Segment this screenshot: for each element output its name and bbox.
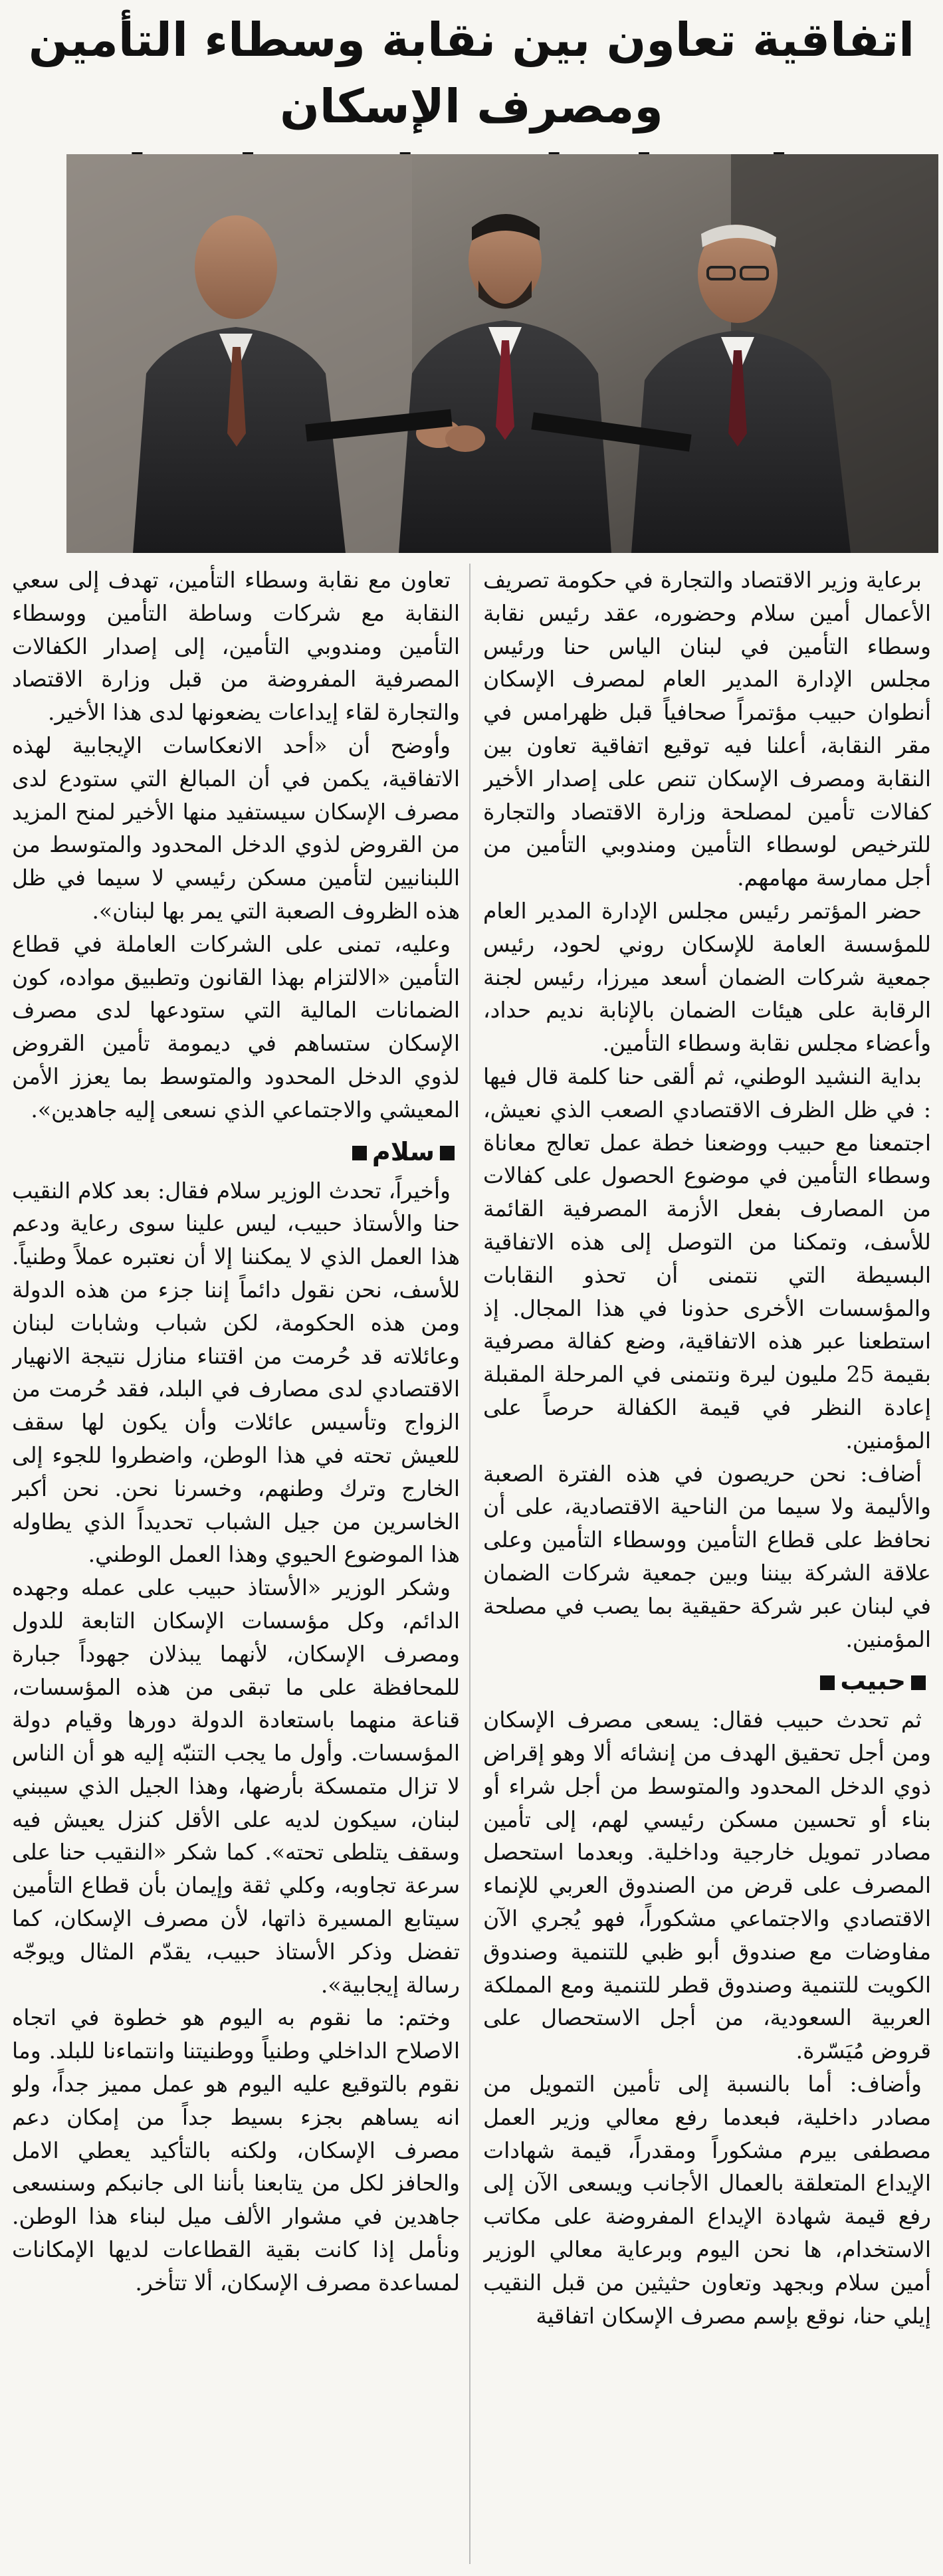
article-body — [12, 564, 931, 2564]
left-column — [12, 564, 460, 2564]
headline-line-1: اتفاقية تعاون بين نقابة وسطاء التأمين ومصرف الإسكان — [28, 13, 915, 134]
paragraph: وعليه، تمنى على الشركات العاملة في قطاع التأمين «الالتزام بهذا القانون وتطبيق مواده، كون الضمانات المالية التي ستودعها لدى مصرف الإسكان ستساهم في ديمومة تأمين القروض لذوي الدخل المحدود والمتوسط بما يعزز الأمن المعيشي والاجتماعي الذي نسعى إليه جاهدين». — [12, 930, 460, 1123]
square-bullet-icon — [820, 1675, 835, 1690]
paragraph: أضاف: نحن حريصون في هذه الفترة الصعبة والأليمة ولا سيما من الناحية الاقتصادية، على أن نحافظ على قطاع التأمين ووسطاء التأمين وعلى علاقة الشركة بيننا وبين جمعية شركات الضمان في لبنان عبر شركة حقيقية بما يصب في مصلحة المؤمنين. — [483, 1460, 931, 1652]
paragraph: وأضاف: أما بالنسبة إلى تأمين التمويل من مصادر داخلية، فبعدما رفع معالي وزير العمل مصطفى بيرم مشكوراً ومقدراً، قيمة شهادات الإيداع المتعلقة بالعمال الأجانب ويسعى الآن إلى رفع قيمة شهادة الإيداع المفروضة على مكاتب الاستخدام، ها نحن اليوم وبرعاية معالي الوزير أمين سلام وبجهد وتعاون حثيثين من قبل النقيب إيلي حنا، نوقع بإسم مصرف الإسكان اتفاقية — [483, 2071, 931, 2329]
subheading-salam — [12, 1130, 460, 1173]
paragraph: وختم: ما نقوم به اليوم هو خطوة في اتجاه الاصلاح الداخلي وطنياً ووطنيتنا وانتماءنا للبلد. وما نقوم بالتوقيع عليه اليوم هو عمل مميز جداً، ولو انه يساهم بجزء بسيط جداً من إمكان دعم مصرف الإسكان، ولكنه بالتأكيد يعطي الامل والحافز لكل من يتابعنا بأننا الى جانبكم وسنسعى جاهدين في مشوار الألف ميل لبناء هذا الوطن. ونأمل إذا كانت بقية القطاعات لديها الإمكانات لمساعدة مصرف الإسكان، ألا تتأخر. — [12, 2004, 460, 2296]
subheading-text: حبيب — [840, 1666, 906, 1696]
right-column — [483, 564, 931, 2564]
paragraph: برعاية وزير الاقتصاد والتجارة في حكومة تصريف الأعمال أمين سلام وحضوره، عقد رئيس نقابة وسطاء التأمين في لبنان الياس حنا ورئيس مجلس الإدارة المدير العام لمصرف الإسكان أنطوان حبيب مؤتمراً صحافياً قبل ظهرامس في مقر النقابة، أعلنا فيه توقيع اتفاقية تعاون بين النقابة ومصرف الإسكان تنص على إصدار الأخير كفالات تأمين لمصلحة وزارة الاقتصاد والتجارة للترخيص لوسطاء التأمين ومندوبي التأمين من أجل ممارسة مهامهم. — [483, 567, 931, 891]
paragraph: بداية النشيد الوطني، ثم ألقى حنا كلمة قال فيها : في ظل الظرف الاقتصادي الصعب الذي نعيش، اجتمعنا مع حبيب ووضعنا خطة عمل تعالج معاناة وسطاء التأمين في موضوع الحصول على كفالات من المصارف بفعل الأزمة المصرفية القائمة للأسف، وتمكنا من التوصل إلى هذه الاتفاقية البسيطة التي نتمنى أن تحذو النقابات والمؤسسات الأخرى حذونا في هذا المجال. إذ استطعنا عبر هذه الاتفاقية، وضع كفالة مصرفية بقيمة 25 مليون ليرة ونتمنى في المرحلة المقبلة إعادة النظر في قيمة الكفالة حرصاً على المؤمنين. — [483, 1063, 931, 1453]
paragraph: وأوضح أن «أحد الانعكاسات الإيجابية لهذه الاتفاقية، يكمن في أن المبالغ التي ستودع لدى مصرف الإسكان سيستفيد منها الأخير لمنح المزيد من القروض لذوي الدخل المحدود والمتوسط من اللبنانيين لتأمين مسكن رئيسي لا سيما في ظل هذه الظروف الصعبة التي يمر بها لبنان». — [12, 732, 460, 924]
column-divider — [469, 564, 471, 2564]
paragraph: ثم تحدث حبيب فقال: يسعى مصرف الإسكان ومن أجل تحقيق الهدف من إنشائه ألا وهو إقراض ذوي الدخل المحدود والمتوسط من أجل شراء أو بناء أو تحسين مسكن رئيسي لهم، إلى تأمين مصادر تمويل خارجية وداخلية. وبعدما استحصل المصرف على قرض من الصندوق العربي للإنماء الاقتصادي والاجتماعي مشكوراً، فهو يُجري الآن مفاوضات مع صندوق أبو ظبي للتنمية وصندوق الكويت للتنمية وصندوق قطر للتنمية ومع المملكة العربية السعودية، من أجل الاستحصال على قروض مُيَسّرة. — [483, 1707, 931, 2064]
paragraph: وأخيراً، تحدث الوزير سلام فقال: بعد كلام النقيب حنا والأستاذ حبيب، ليس علينا سوى رعاية ودعم هذا العمل الذي لا يمكننا إلا أن نعتبره عملاً وطنياً. للأسف، نحن نقول دائماً إننا جزء من هذه الدولة ومن هذه الحكومة، لكن شباب وشابات لبنان وعائلاته قد حُرمت من اقتناء منازل نتيجة الانهيار الاقتصادي لدى مصارف في البلد، فقد حُرمت من الزواج وتأسيس عائلات وأن يكون لها سقف للعيش تحته في هذا الوطن، واضطروا للجوء إلى الخارج وترك وطنهم، وخسرنا نحن. نحن أكبر الخاسرين من جيل الشباب تحديداً الذي يطاوله هذا الموضوع الحيوي وهذا العمل الوطني. — [12, 1177, 460, 1568]
signing-ceremony-photo — [66, 154, 938, 553]
subheading-habib — [483, 1660, 931, 1702]
square-bullet-icon — [352, 1146, 367, 1160]
paragraph: حضر المؤتمر رئيس مجلس الإدارة المدير العام للمؤسسة العامة للإسكان روني لحود، رئيس جمعية شركات الضمان أسعد ميرزا، رئيس لجنة الرقابة على هيئات الضمان بالإنابة نديم حداد، وأعضاء مجلس نقابة وسطاء التأمين. — [483, 897, 931, 1057]
square-bullet-icon — [440, 1146, 455, 1160]
subheading-text: سلام — [371, 1136, 435, 1166]
paragraph: تعاون مع نقابة وسطاء التأمين، تهدف إلى سعي النقابة مع شركات وساطة التأمين ووسطاء التأمين ومندوبي التأمين، إلى إصدار الكفالات المصرفية المفروضة من قبل وزارة الاقتصاد والتجارة لقاء إيداعات يضعونها لدى هذا الأخير. — [12, 567, 460, 726]
article-photo — [66, 154, 938, 553]
paragraph: وشكر الوزير «الأستاذ حبيب على عمله وجهده الدائم، وكل مؤسسات الإسكان التابعة للدول ومصرف الإسكان، لأنهما يبذلان جهوداً جبارة للمحافظة على ما تبقى من هذه المؤسسات، قناعة منهما باستعادة الدولة دورها وقيام دولة المؤسسات. وأول ما يجب التنبّه إليه هو أن الناس لا تزال متمسكة بأرضها، وهذا الجيل الذي سيبني لبنان، سيكون لديه على الأقل كنزل يعيش فيه وسقف يتلطى تحته». كما شكر «النقيب حنا على سرعة تجاوبه، وكلي ثقة وإيمان بأن قطاع التأمين سيتابع المسيرة ذاتها، لأن مصرف الإسكان، كما تفضل وذكر الأستاذ حبيب، يقدّم المثال ويوجّه رسالة إيجابية». — [12, 1574, 460, 1998]
square-bullet-icon — [911, 1675, 926, 1690]
